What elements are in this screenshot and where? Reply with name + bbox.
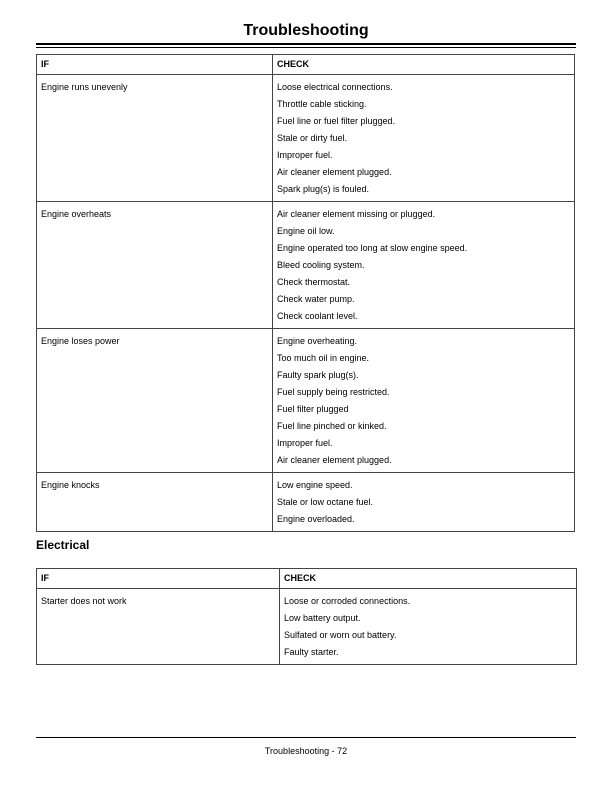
check-list	[277, 333, 570, 469]
condition-cell	[37, 473, 273, 532]
check-column-header: CHECK	[280, 569, 577, 589]
condition-text: Engine loses power	[41, 336, 120, 346]
check-list	[277, 79, 570, 198]
check-item: Fuel filter plugged	[277, 404, 349, 414]
check-item: Faulty starter.	[284, 647, 339, 657]
condition-cell	[37, 75, 273, 202]
check-item: Stale or low octane fuel.	[277, 497, 374, 507]
table-row	[37, 473, 575, 532]
page-footer: Troubleshooting - 72	[264, 746, 348, 756]
title-rule-thick	[36, 43, 576, 45]
title-rule-thin	[36, 47, 576, 48]
condition-text: Engine runs unevenly	[41, 82, 128, 92]
check-cell	[273, 329, 575, 473]
check-item: Spark plug(s) is fouled.	[277, 184, 370, 194]
table-header-row	[37, 55, 575, 75]
check-item: Sulfated or worn out battery.	[284, 630, 397, 640]
table-row	[37, 202, 575, 329]
table-row	[37, 329, 575, 473]
condition-text: Engine knocks	[41, 480, 100, 490]
check-item: Air cleaner element plugged.	[277, 455, 392, 465]
check-cell	[273, 202, 575, 329]
check-item: Bleed cooling system.	[277, 260, 365, 270]
check-cell	[273, 75, 575, 202]
check-item: Air cleaner element plugged.	[277, 167, 392, 177]
check-cell	[280, 589, 577, 665]
check-item: Engine overloaded.	[277, 514, 355, 524]
check-list	[277, 477, 570, 528]
engine-troubleshooting-table	[36, 54, 575, 532]
electrical-troubleshooting-table	[36, 568, 577, 665]
condition-cell	[37, 589, 280, 665]
check-item: Fuel supply being restricted.	[277, 387, 390, 397]
table-row	[37, 589, 577, 665]
condition-cell	[37, 202, 273, 329]
check-list	[284, 593, 572, 661]
electrical-section-heading: Electrical	[36, 538, 90, 552]
check-item: Air cleaner element missing or plugged.	[277, 209, 436, 219]
check-item: Faulty spark plug(s).	[277, 370, 359, 380]
check-list	[277, 206, 570, 325]
check-item: Throttle cable sticking.	[277, 99, 367, 109]
check-item: Loose electrical connections.	[277, 82, 393, 92]
check-item: Check thermostat.	[277, 277, 351, 287]
check-item: Too much oil in engine.	[277, 353, 370, 363]
page-title: Troubleshooting	[243, 22, 369, 39]
check-item: Check coolant level.	[277, 311, 358, 321]
check-item: Low battery output.	[284, 613, 361, 623]
table-header-row	[37, 569, 577, 589]
check-item: Engine operated too long at slow engine speed.	[277, 243, 468, 253]
check-item: Improper fuel.	[277, 438, 333, 448]
check-item: Engine overheating.	[277, 336, 358, 346]
check-column-header: CHECK	[273, 55, 575, 75]
check-item: Low engine speed.	[277, 480, 353, 490]
check-item: Fuel line pinched or kinked.	[277, 421, 387, 431]
check-item: Fuel line or fuel filter plugged.	[277, 116, 396, 126]
check-item: Improper fuel.	[277, 150, 333, 160]
condition-text: Starter does not work	[41, 596, 127, 606]
condition-text: Engine overheats	[41, 209, 112, 219]
check-item: Loose or corroded connections.	[284, 596, 411, 606]
check-cell	[273, 473, 575, 532]
check-item: Stale or dirty fuel.	[277, 133, 348, 143]
footer-rule	[36, 737, 576, 738]
condition-cell	[37, 329, 273, 473]
if-column-header: IF	[37, 55, 273, 75]
if-column-header: IF	[37, 569, 280, 589]
check-item: Engine oil low.	[277, 226, 335, 236]
table-row	[37, 75, 575, 202]
check-item: Check water pump.	[277, 294, 355, 304]
